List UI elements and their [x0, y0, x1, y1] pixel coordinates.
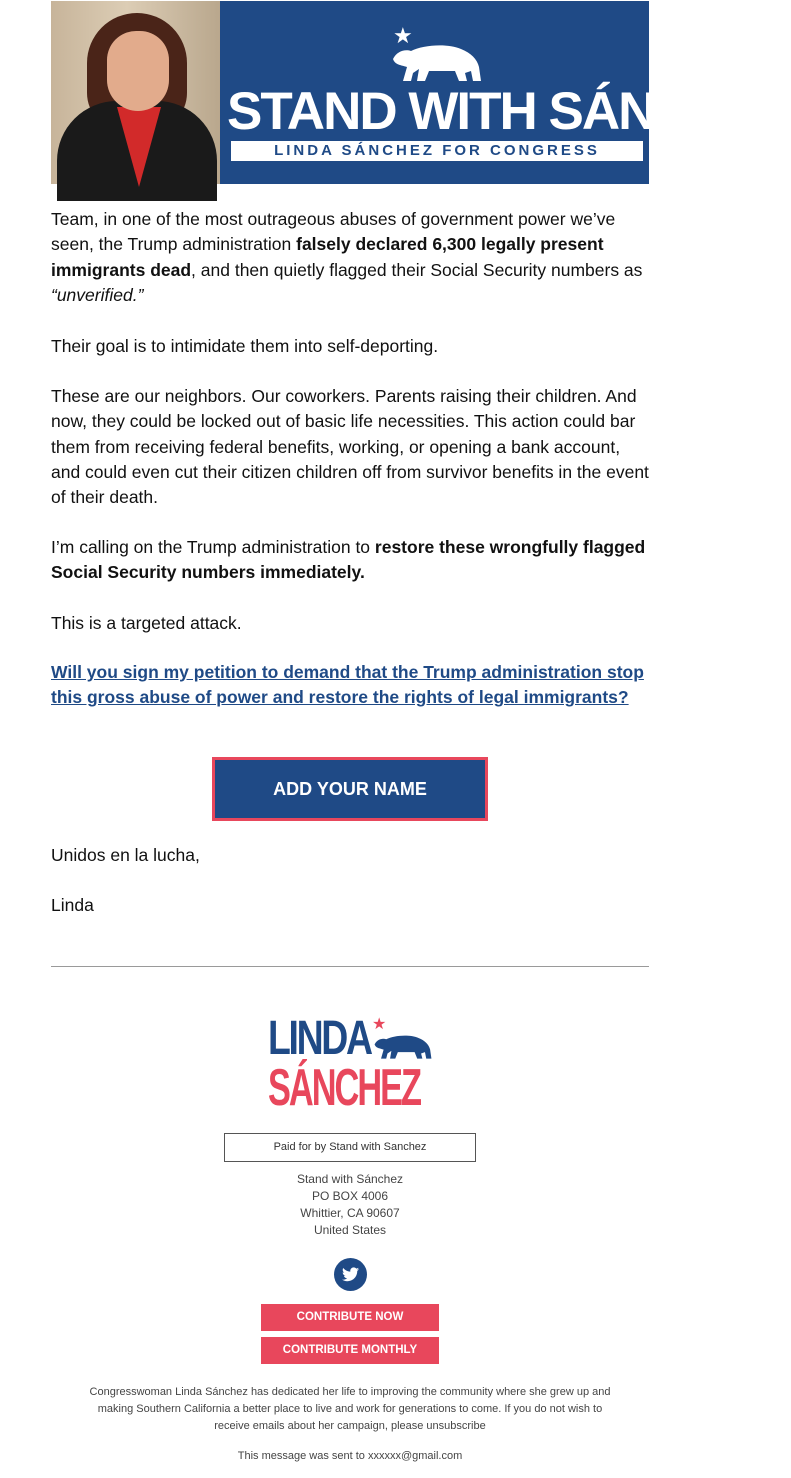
banner-title: STAND WITH SÁNCHEZ — [227, 82, 791, 141]
paragraph-goal: Their goal is to intimidate them into self-deporting. — [51, 336, 439, 356]
paragraph-intro: Team, in one of the most outrageous abuses of government power we’ve seen, the Trump administration falsely declared 6,300 legally present immigrants dead, and then quietly flagged their Social Security numbers as “unverified.” — [51, 209, 643, 305]
address-line: PO BOX 4006 — [311, 1189, 389, 1203]
header-banner — [51, 1, 791, 184]
star-icon: ★ — [372, 1016, 387, 1033]
candidate-photo — [51, 1, 220, 184]
address-line: Whittier, CA 90607 — [300, 1206, 400, 1220]
footer-logo — [268, 1012, 438, 1117]
star-icon: ★ — [393, 23, 413, 48]
contribute-monthly-button[interactable]: CONTRIBUTE MONTHLY — [261, 1337, 439, 1364]
petition-paragraph — [51, 660, 651, 711]
contribute-now-button[interactable]: CONTRIBUTE NOW — [261, 1304, 439, 1331]
twitter-bird-icon — [342, 1267, 359, 1282]
paragraph-neighbors: These are our neighbors. Our coworkers. Parents raising their children. And now, they could be locked out of basic life necessities. This action could bar them from receiving federal benefits, working, or opening a bank account, and could even cut their citizen children off from survivor benefits in the event of their death. — [51, 386, 649, 508]
twitter-icon[interactable] — [334, 1258, 367, 1291]
paragraph-attack: This is a targeted attack. — [51, 613, 242, 633]
logo-sanchez-text: SÁNCHEZ — [268, 1059, 421, 1117]
bear-icon — [372, 1032, 434, 1062]
disclaimer-text: Congresswoman Linda Sánchez has dedicated her life to improving the community where she grew up and making Southern California a better place to live and work for generations to come. If you do not wish to receive emails about her campaign, please unsubscribe — [89, 1386, 611, 1432]
address-line: United States — [313, 1223, 387, 1237]
closing-line: Unidos en la lucha, — [51, 845, 200, 865]
sent-to-text: This message was sent to xxxxxx@gmail.com — [237, 1450, 463, 1462]
signature: Linda — [51, 895, 94, 915]
paragraph-call: I’m calling on the Trump administration to restore these wrongfully flagged Social Security numbers immediately. — [51, 537, 646, 583]
paid-for-box: Paid for by Stand with Sanchez — [224, 1133, 476, 1162]
logo-linda-text: LINDA — [268, 1012, 371, 1065]
add-your-name-button[interactable]: ADD YOUR NAME — [212, 757, 488, 821]
divider — [51, 966, 649, 967]
petition-link[interactable]: Will you sign my petition to demand that the Trump administration stop this gross abuse of power and restore the rights of legal immigrants? — [51, 662, 644, 708]
address-line: Stand with Sánchez — [296, 1172, 404, 1186]
bear-icon — [389, 41, 485, 85]
banner-subtitle: LINDA SÁNCHEZ FOR CONGRESS — [231, 141, 643, 161]
